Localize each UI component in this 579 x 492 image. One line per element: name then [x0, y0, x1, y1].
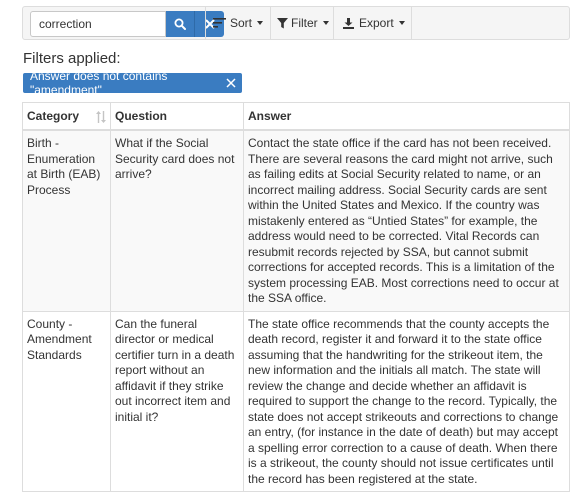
export-button[interactable]	[343, 7, 405, 39]
toolbar	[22, 6, 570, 40]
column-header-category[interactable]	[23, 103, 111, 131]
column-header-answer[interactable]	[244, 103, 570, 131]
close-icon	[226, 78, 236, 88]
download-icon	[343, 18, 354, 29]
search-icon	[174, 18, 186, 30]
table-row[interactable]	[23, 311, 570, 492]
remove-filter-button[interactable]	[224, 76, 238, 90]
results-table	[22, 102, 570, 492]
filter-chip	[23, 69, 242, 97]
column-header-label: Category	[27, 109, 80, 123]
filter-button[interactable]	[277, 7, 329, 39]
toolbar-divider	[411, 7, 412, 39]
question-cell: What if the Social Security card does not arrive?	[111, 130, 244, 311]
column-header-label: Question	[115, 109, 168, 123]
toolbar-divider	[205, 7, 206, 39]
chevron-down-icon	[399, 21, 405, 25]
answer-cell: The state office recommends that the county accepts the death record, register it and forward it to the state office assuming that the handwriting for the strikeout item, the new information and the initials all match. The state will review the change and decide whether an affidavit is required to support the change to the record. Typically, the state does not accept strikeouts and corrections to change an entry, (for instance in the date of death) but may accept a spelling error correction to a cause of death. When there is a strikeout, the county should not issue certificates until the record has been registered at the state.	[244, 311, 570, 492]
table-row[interactable]	[23, 130, 570, 311]
category-cell: County - Amendment Standards	[23, 311, 111, 492]
answer-cell: Contact the state office if the card has not been received. There are several reasons the card might not arrive, such as failing edits at Social Security related to name, or an incorrect mailing address. Social Security cards are sent within the United States and Mexico. If the country was mistakenly entered as “Untied States” for example, the address would need to be corrected. Vital Records can resubmit records rejected by SSA, but cannot submit corrections for accepted records. This is a limitation of the system processing EAB. Most corrections need to occur at the SSA office.	[244, 130, 570, 311]
toolbar-divider	[333, 7, 334, 39]
chevron-down-icon	[257, 21, 263, 25]
filter-chip-label: Answer does not contains "amendment"	[30, 69, 168, 97]
sort-button[interactable]	[213, 7, 263, 39]
filter-funnel-icon	[277, 18, 288, 29]
table-header-row	[23, 103, 570, 131]
filter-label: Filter	[291, 16, 318, 30]
category-cell: Birth - Enumeration at Birth (EAB) Process	[23, 130, 111, 311]
column-header-label: Answer	[248, 109, 292, 123]
search-input[interactable]	[30, 11, 166, 37]
column-header-question[interactable]	[111, 103, 244, 131]
search-button[interactable]	[166, 11, 195, 37]
toolbar-divider	[270, 7, 271, 39]
filters-applied-label: Filters applied:	[23, 50, 121, 67]
export-label: Export	[359, 16, 394, 30]
sort-arrows-icon[interactable]	[96, 111, 106, 123]
chevron-down-icon	[323, 21, 329, 25]
question-cell: Can the funeral director or medical certifier turn in a death report without an affidavit if they strike out incorrect item and initial it?	[111, 311, 244, 492]
sort-label: Sort	[230, 16, 253, 30]
sort-lines-icon	[213, 18, 226, 28]
